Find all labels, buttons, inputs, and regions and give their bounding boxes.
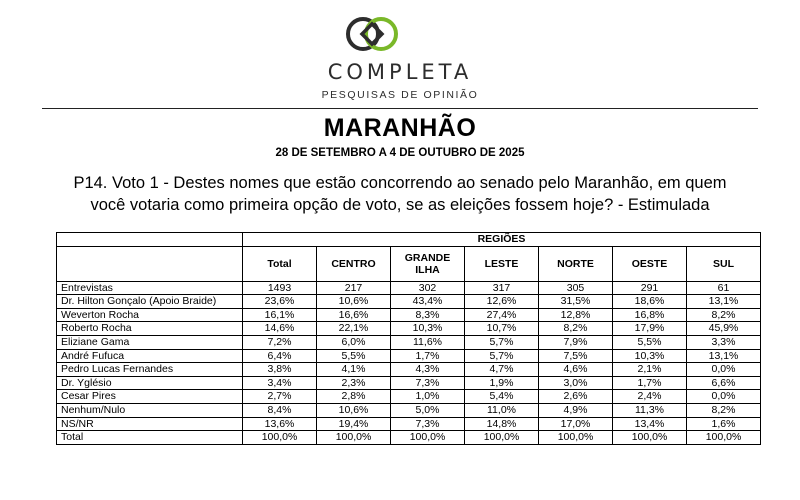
- table-body: [57, 281, 761, 444]
- column-header: Total: [243, 246, 317, 281]
- table-cell: 16,1%: [243, 308, 317, 322]
- row-label: Nenhum/Nulo: [57, 403, 243, 417]
- table-cell: 5,0%: [391, 403, 465, 417]
- table-cell: 3,0%: [539, 376, 613, 390]
- row-label: Entrevistas: [57, 281, 243, 295]
- table-cell: 22,1%: [317, 322, 391, 336]
- survey-dates: 28 DE SETEMBRO A 4 DE OUTUBRO DE 2025: [275, 147, 525, 159]
- row-label: NS/NR: [57, 417, 243, 431]
- table-cell: 3,4%: [243, 376, 317, 390]
- table-row: [57, 403, 761, 417]
- table-cell: 1,7%: [613, 376, 687, 390]
- table-cell: 16,6%: [317, 308, 391, 322]
- table-cell: 6,0%: [317, 335, 391, 349]
- table-cell: 302: [391, 281, 465, 295]
- table-cell: 291: [613, 281, 687, 295]
- table-cell: 27,4%: [465, 308, 539, 322]
- table-cell: 8,2%: [687, 308, 761, 322]
- table-cell: 14,8%: [465, 417, 539, 431]
- results-table: [56, 232, 761, 445]
- table-cell: 317: [465, 281, 539, 295]
- column-header-row: [57, 246, 761, 281]
- table-cell: 2,1%: [613, 363, 687, 377]
- table-cell: 100,0%: [243, 431, 317, 445]
- table-cell: 100,0%: [613, 431, 687, 445]
- row-label: André Fufuca: [57, 349, 243, 363]
- table-cell: 10,3%: [613, 349, 687, 363]
- table-cell: 5,5%: [613, 335, 687, 349]
- table-cell: 13,6%: [243, 417, 317, 431]
- table-cell: 2,8%: [317, 390, 391, 404]
- table-cell: 13,1%: [687, 349, 761, 363]
- table-cell: 17,0%: [539, 417, 613, 431]
- table-cell: 11,0%: [465, 403, 539, 417]
- header-divider: [42, 108, 758, 109]
- table-cell: 3,8%: [243, 363, 317, 377]
- table-cell: 23,6%: [243, 295, 317, 309]
- question-line-1: P14. Voto 1 - Destes nomes que estão concorrendo ao senado pelo Maranhão, em quem: [73, 174, 727, 192]
- table-cell: 43,4%: [391, 295, 465, 309]
- table-row: [57, 390, 761, 404]
- table-cell: 5,4%: [465, 390, 539, 404]
- table-cell: 3,3%: [687, 335, 761, 349]
- table-cell: 19,4%: [317, 417, 391, 431]
- table-cell: 17,9%: [613, 322, 687, 336]
- table-cell: 2,3%: [317, 376, 391, 390]
- table-cell: 0,0%: [687, 363, 761, 377]
- table-cell: 8,2%: [539, 322, 613, 336]
- table-cell: 16,8%: [613, 308, 687, 322]
- question-line-2: você votaria como primeira opção de voto, se as eleições fossem hoje? - Estimulada: [90, 196, 710, 214]
- table-row: [57, 431, 761, 445]
- row-label: Pedro Lucas Fernandes: [57, 363, 243, 377]
- table-cell: 1,6%: [687, 417, 761, 431]
- table-cell: 8,3%: [391, 308, 465, 322]
- row-label: Roberto Rocha: [57, 322, 243, 336]
- table-cell: 45,9%: [687, 322, 761, 336]
- table-cell: 7,3%: [391, 417, 465, 431]
- table-cell: 1,9%: [465, 376, 539, 390]
- table-cell: 6,6%: [687, 376, 761, 390]
- table-cell: 5,7%: [465, 349, 539, 363]
- row-label: Weverton Rocha: [57, 308, 243, 322]
- table-cell: 4,6%: [539, 363, 613, 377]
- table-row: [57, 308, 761, 322]
- row-label: Dr. Hilton Gonçalo (Apoio Braide): [57, 295, 243, 309]
- table-cell: 2,6%: [539, 390, 613, 404]
- table-cell: 13,4%: [613, 417, 687, 431]
- table-cell: 7,9%: [539, 335, 613, 349]
- column-header: LESTE: [465, 246, 539, 281]
- table-cell: 11,6%: [391, 335, 465, 349]
- table-cell: 217: [317, 281, 391, 295]
- table-cell: 10,6%: [317, 295, 391, 309]
- table-cell: 18,6%: [613, 295, 687, 309]
- table-row: [57, 335, 761, 349]
- table-cell: 4,3%: [391, 363, 465, 377]
- table-cell: 10,7%: [465, 322, 539, 336]
- table-cell: 31,5%: [539, 295, 613, 309]
- table-cell: 305: [539, 281, 613, 295]
- table-cell: 4,1%: [317, 363, 391, 377]
- column-header: SUL: [687, 246, 761, 281]
- table-row: [57, 281, 761, 295]
- row-label: Total: [57, 431, 243, 445]
- table-cell: 100,0%: [687, 431, 761, 445]
- table-cell: 7,5%: [539, 349, 613, 363]
- regions-header: REGIÕES: [243, 233, 761, 247]
- table-cell: 1493: [243, 281, 317, 295]
- table-cell: 6,4%: [243, 349, 317, 363]
- table-cell: 100,0%: [317, 431, 391, 445]
- table-cell: 7,2%: [243, 335, 317, 349]
- column-header: GRANDE ILHA: [391, 246, 465, 281]
- table-cell: 100,0%: [539, 431, 613, 445]
- question-text: [40, 172, 760, 216]
- table-cell: 61: [687, 281, 761, 295]
- row-label: Dr. Yglésio: [57, 376, 243, 390]
- page-title: MARANHÃO: [323, 114, 477, 142]
- table-cell: 100,0%: [391, 431, 465, 445]
- table-cell: 5,7%: [465, 335, 539, 349]
- completa-logo-icon: [344, 12, 400, 60]
- column-header: CENTRO: [317, 246, 391, 281]
- corner-cell: [57, 233, 243, 247]
- table-cell: 8,2%: [687, 403, 761, 417]
- column-header: NORTE: [539, 246, 613, 281]
- table-cell: 10,3%: [391, 322, 465, 336]
- table-cell: 14,6%: [243, 322, 317, 336]
- table-cell: 12,6%: [465, 295, 539, 309]
- table-cell: 8,4%: [243, 403, 317, 417]
- table-cell: 5,5%: [317, 349, 391, 363]
- brand-name: COMPLETA: [327, 60, 473, 84]
- table-cell: 0,0%: [687, 390, 761, 404]
- table-cell: 10,6%: [317, 403, 391, 417]
- table-cell: 2,7%: [243, 390, 317, 404]
- label-column-header: [57, 246, 243, 281]
- table-row: [57, 349, 761, 363]
- table-cell: 13,1%: [687, 295, 761, 309]
- row-label: Cesar Pires: [57, 390, 243, 404]
- table-cell: 1,7%: [391, 349, 465, 363]
- table-row: [57, 376, 761, 390]
- table-cell: 100,0%: [465, 431, 539, 445]
- table-cell: 4,9%: [539, 403, 613, 417]
- column-header: OESTE: [613, 246, 687, 281]
- row-label: Eliziane Gama: [57, 335, 243, 349]
- table-row: [57, 322, 761, 336]
- table-row: [57, 417, 761, 431]
- table-row: [57, 363, 761, 377]
- brand-tagline: PESQUISAS DE OPINIÃO: [321, 89, 479, 101]
- table-cell: 7,3%: [391, 376, 465, 390]
- table-cell: 11,3%: [613, 403, 687, 417]
- table-cell: 12,8%: [539, 308, 613, 322]
- table-cell: 4,7%: [465, 363, 539, 377]
- table-cell: 2,4%: [613, 390, 687, 404]
- table-row: [57, 295, 761, 309]
- table-cell: 1,0%: [391, 390, 465, 404]
